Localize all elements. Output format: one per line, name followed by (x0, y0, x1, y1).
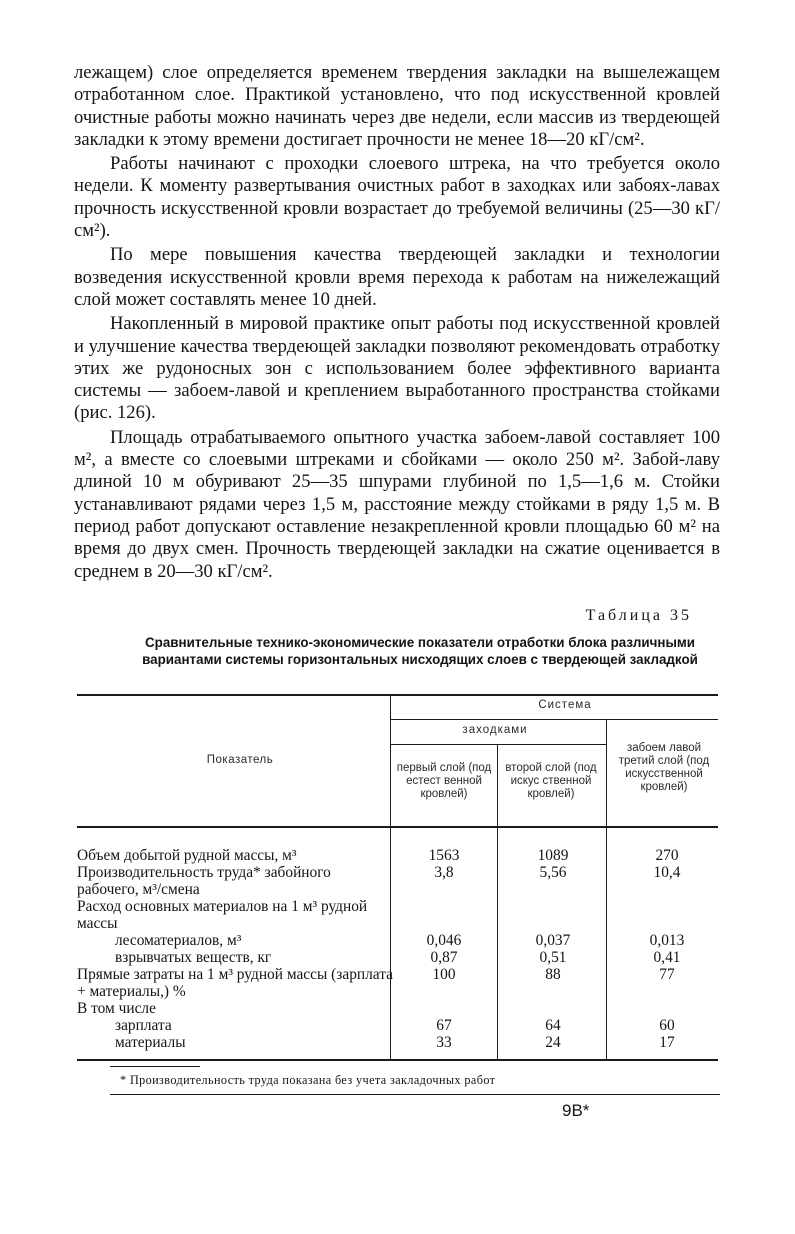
page-bottom-rule (110, 1094, 720, 1095)
table-row-label: Прямые затраты на 1 м³ рудной массы (зарплата + материалы,) % (77, 966, 393, 1000)
header-indicator: Показатель (206, 754, 274, 766)
table-cell: 77 (659, 966, 675, 983)
table-header-bottom-rule (77, 826, 718, 828)
table-row-label: Расход основных материалов на 1 м³ рудной массы (77, 898, 368, 932)
table-cell: 1563 (428, 847, 460, 864)
header-first-layer: первый слой (под естест венной кровлей) (396, 762, 492, 800)
header-second-layer: второй слой (под искус ственной кровлей) (505, 762, 597, 800)
table-cell: 60 (659, 1017, 675, 1034)
paragraph: По мере повышения качества твердеющей закладки и технологии возведения искусственной кровли время перехода к работам на нижележащий слой может составлять менее 10 дней. (74, 244, 720, 310)
table-cell: 100 (432, 966, 456, 983)
table-cell: 33 (436, 1034, 452, 1051)
table-cell: 64 (545, 1017, 561, 1034)
paragraph: Накопленный в мировой практике опыт работы под искусственной кровлей и улучшение качества твердеющей закладки позволяют рекомендовать отработку этих же рудоносных зон с использованием более эффективного варианта системы — забоем-лавой и креплением выработанного пространства стойками (рис. 126). (74, 313, 720, 424)
table-row-label: В том числе (77, 1000, 156, 1017)
table-cell: 0,41 (653, 949, 681, 966)
table-divider (606, 719, 607, 1059)
table-row-label: Объем добытой рудной массы, м³ (77, 847, 297, 864)
table-row-label: взрывчатых веществ, кг (115, 949, 272, 966)
table-cell: 0,046 (426, 932, 462, 949)
header-third-layer: забоем лавой третий слой (под искусственной кровлей) (618, 742, 710, 793)
table-cell: 5,56 (539, 864, 567, 881)
table-row-label: материалы (115, 1034, 186, 1051)
table-row-label: Производительность труда* забойного рабочего, м³/смена (77, 864, 331, 898)
table-number: Таблица 35 (585, 607, 692, 624)
table-bottom-rule (77, 1059, 718, 1061)
body-text (74, 62, 720, 583)
page-number: 9В* (562, 1101, 590, 1120)
table-footnote: * Производительность труда показана без учета закладочных работ (120, 1073, 496, 1087)
table-system-rule (391, 719, 718, 720)
table-drifts-rule (391, 744, 607, 745)
table-cell: 0,51 (539, 949, 567, 966)
paragraph: Площадь отрабатываемого опытного участка забоем-лавой составляет 100 м², а вместе со слоевыми штреками и сбойками — около 250 м². Забой-лаву длиной 10 м обуривают 25—35 шпурами глубиной по 1,5—1,6 м. Стойки устанавливают рядами через 1,5 м, расстояние между стойками в ряду 1,5 м. В период работ допускают оставление незакрепленной кровли площадью 60 м² на время до двух смен. Прочность твердеющей закладки на сжатие оценивается в среднем в 20—30 кГ/см². (74, 426, 720, 582)
table-cell: 88 (545, 966, 561, 983)
table-top-rule (77, 694, 718, 696)
table-cell: 0,013 (649, 932, 685, 949)
table-row-label: лесоматериалов, м³ (115, 932, 242, 949)
table-divider (497, 744, 498, 826)
header-drifts: заходками (462, 724, 528, 736)
table-divider (497, 826, 498, 1059)
table-cell: 0,037 (535, 932, 571, 949)
header-system: Система (538, 699, 592, 711)
table-row-label: зарплата (115, 1017, 172, 1034)
paragraph: лежащем) слое определяется временем твердения закладки на вышележащем отработанном слое. Практикой установлено, что под искусственной кровлей очистные работы можно начинать через две недели, если массив из твердеющей закладки к этому времени достигает прочности не менее 18—20 кГ/см². (74, 62, 720, 150)
paragraph: Работы начинают с проходки слоевого штрека, на что требуется около недели. К моменту развертывания очистных работ в заходках или забоях-лавах прочность искусственной кровли возрастает до требуемой величины (25—30 кГ/см²). (74, 153, 720, 242)
footnote-rule (110, 1066, 200, 1067)
table-cell: 0,87 (430, 949, 458, 966)
table-cell: 1089 (537, 847, 569, 864)
table-cell: 24 (545, 1034, 561, 1051)
table-cell: 10,4 (653, 864, 681, 881)
table-cell: 17 (659, 1034, 675, 1051)
table-cell: 270 (655, 847, 679, 864)
table-cell: 3,8 (434, 864, 454, 881)
table-cell: 67 (436, 1017, 452, 1034)
table-caption: Сравнительные технико-экономические показатели отработки блока различными вариантами системы горизонтальных нисходящих слоев с твердеющей закладкой (142, 635, 698, 667)
